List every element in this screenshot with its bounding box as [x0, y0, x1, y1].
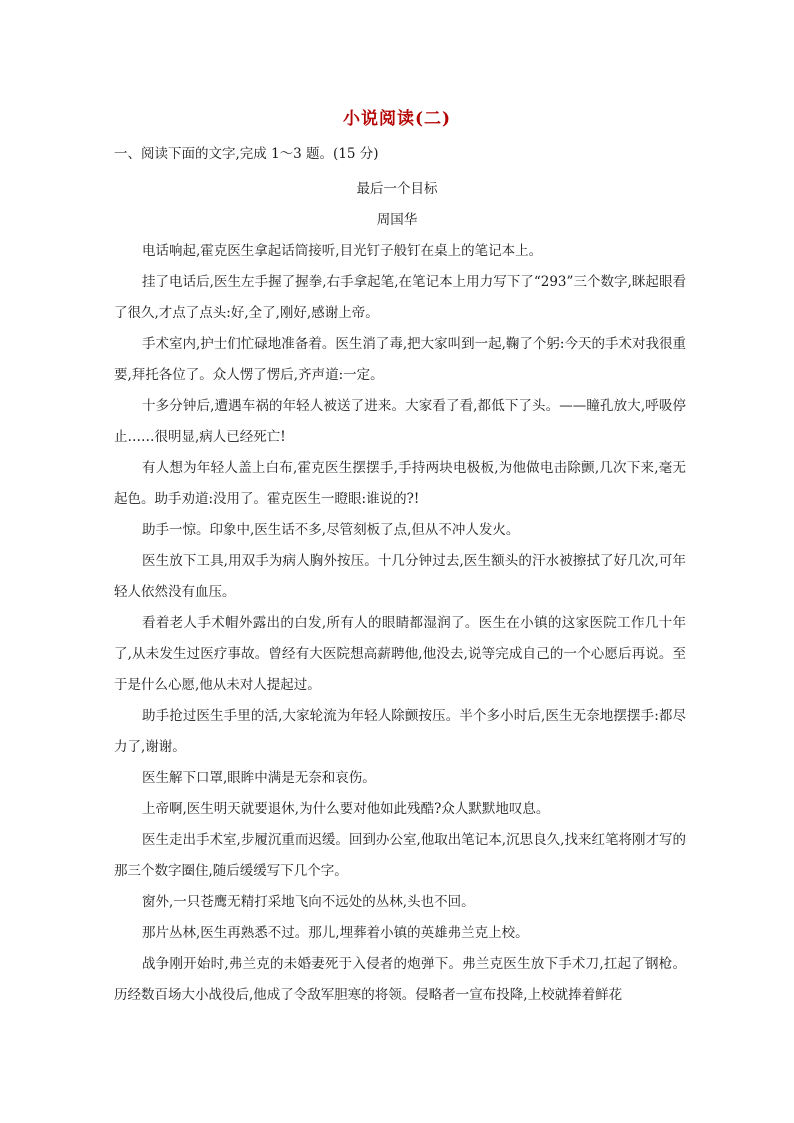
paragraph: 助手一惊。印象中,医生话不多,尽管刻板了点,但从不冲人发火。 — [142, 522, 520, 538]
page-title: 小说阅读(二) — [342, 109, 452, 129]
paragraph: 医生解下口罩,眼眸中满是无奈和哀伤。 — [142, 770, 376, 786]
paragraph: 手术室内,护士们忙碌地准备着。医生消了毒,把大家叫到一起,鞠了个躬:今天的手术对我很重要,拜托各位了。众人愣了愣后,齐声道:一定。 — [114, 336, 686, 383]
paragraph: 电话响起,霍克医生拿起话筒接听,目光钉子般钉在桌上的笔记本上。 — [142, 243, 543, 259]
paragraph: 那片丛林,医生再熟悉不过。那儿,埋葬着小镇的英雄弗兰克上校。 — [142, 925, 529, 941]
paragraph: 窗外,一只苍鹰无精打采地飞向不远处的丛林,头也不回。 — [142, 894, 475, 910]
story-body — [114, 236, 686, 1011]
paragraph: 上帝啊,医生明天就要退休,为什么要对他如此残酷?众人默默地叹息。 — [142, 801, 550, 817]
paragraph: 十多分钟后,遭遇车祸的年轻人被送了进来。大家看了看,都低下了头。——瞳孔放大,呼吸停止……很明显,病人已经死亡! — [114, 398, 686, 445]
story-author: 周国华 — [376, 212, 418, 228]
paragraph: 挂了电话后,医生左手握了握拳,右手拿起笔,在笔记本上用力写下了“293”三个数字,眯起眼看了很久,才点了点头:好,全了,刚好,感谢上帝。 — [114, 274, 686, 321]
paragraph: 看着老人手术帽外露出的白发,所有人的眼睛都湿润了。医生在小镇的这家医院工作几十年了,从未发生过医疗事故。曾经有大医院想高薪聘他,他没去,说等完成自己的一个心愿后再说。至于是什么心愿,他从未对人提起过。 — [114, 615, 686, 693]
paragraph: 医生走出手术室,步履沉重而迟缓。回到办公室,他取出笔记本,沉思良久,找来红笔将刚才写的那三个数字圈住,随后缓缓写下几个字。 — [114, 832, 686, 879]
paragraph: 助手抢过医生手里的活,大家轮流为年轻人除颤按压。半个多小时后,医生无奈地摆摆手:都尽力了,谢谢。 — [114, 708, 686, 755]
question-instruction: 一、阅读下面的文字,完成 1～3 题。(15 分) — [114, 146, 379, 162]
paragraph: 医生放下工具,用双手为病人胸外按压。十几分钟过去,医生额头的汗水被擦拭了好几次,可年轻人依然没有血压。 — [114, 553, 686, 600]
story-title: 最后一个目标 — [356, 181, 438, 197]
paragraph: 有人想为年轻人盖上白布,霍克医生摆摆手,手持两块电极板,为他做电击除颤,几次下来,毫无起色。助手劝道:没用了。霍克医生一瞪眼:谁说的?! — [114, 460, 686, 507]
paragraph: 战争刚开始时,弗兰克的未婚妻死于入侵者的炮弹下。弗兰克医生放下手术刀,扛起了钢枪。历经数百场大小战役后,他成了令敌军胆寒的将领。侵略者一宣布投降,上校就捧着鲜花 — [114, 956, 686, 1003]
